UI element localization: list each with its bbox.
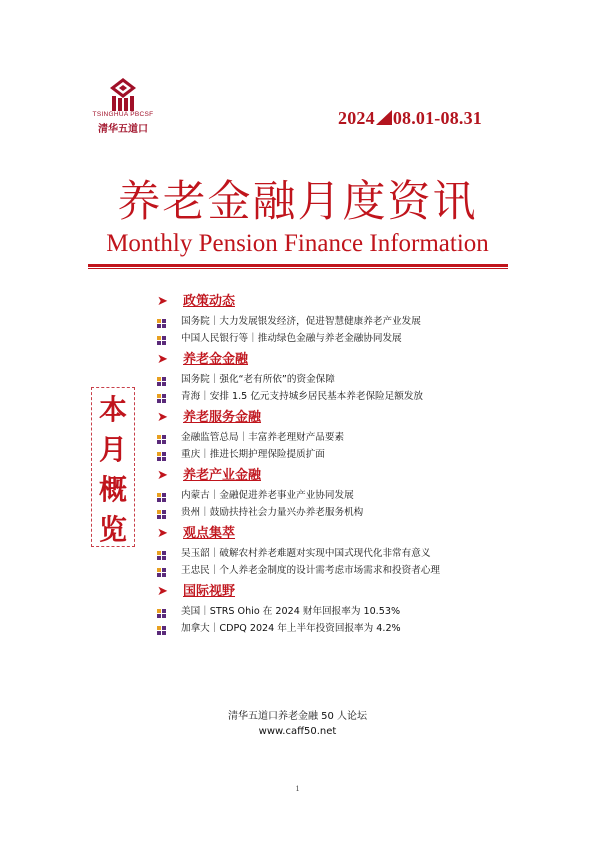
list-item-text: 吴玉韶｜破解农村养老难题对实现中国式现代化非常有意义 [181, 548, 431, 559]
list-item-text: 重庆｜推进长期护理保险提质扩面 [181, 449, 325, 460]
arrow-right-icon: ➤ [157, 468, 168, 483]
list-item [157, 446, 557, 463]
list-item [157, 487, 557, 504]
logo-english-text: TSINGHUA PBCSF [92, 111, 154, 118]
sidebar-char: 月 [98, 433, 127, 466]
list-item [157, 429, 557, 446]
list-item-text: 国务院｜大力发展银发经济，促进智慧健康养老产业发展 [181, 316, 421, 327]
list-item [157, 388, 557, 405]
report-period [338, 108, 482, 129]
list-item-text: 青海｜安排 1.5 亿元支持城乡居民基本养老保险足额发放 [181, 391, 424, 402]
list-item-text: 加拿大｜CDPQ 2024 年上半年投资回报率为 4.2% [181, 623, 401, 634]
logo-chinese-text: 清华五道口 [98, 124, 148, 135]
sidebar-char: 概 [98, 473, 127, 506]
period-year: 2024 [338, 108, 375, 128]
list-item [157, 603, 557, 620]
section-heading-label: 观点集萃 [183, 526, 236, 541]
list-item-text: 内蒙古｜金融促进养老事业产业协同发展 [181, 490, 354, 501]
section-heading-label: 养老金金融 [183, 352, 249, 367]
triangle-icon [376, 110, 392, 125]
list-item [157, 545, 557, 562]
period-range: 08.01-08.31 [392, 108, 483, 128]
section-heading[interactable] [157, 523, 557, 545]
arrow-right-icon: ➤ [157, 584, 168, 599]
bullet-icon [157, 566, 166, 575]
page-title-chinese: 养老金融月度资讯 [117, 177, 478, 227]
list-item-text: 贵州｜鼓励扶持社会力量兴办养老服务机构 [181, 507, 364, 518]
arrow-right-icon: ➤ [157, 294, 168, 309]
bullet-icon [157, 433, 166, 442]
page-number: 1 [295, 784, 300, 793]
bullet-icon [157, 334, 166, 343]
section-heading[interactable] [157, 407, 557, 429]
bullet-icon [157, 450, 166, 459]
list-item [157, 313, 557, 330]
list-item-text: 美国｜STRS Ohio 在 2024 财年回报率为 10.53% [181, 606, 401, 617]
bullet-icon [157, 508, 166, 517]
arrow-right-icon: ➤ [157, 526, 168, 541]
section-heading-label: 国际视野 [183, 584, 236, 599]
list-item [157, 330, 557, 347]
sidebar-char: 览 [98, 513, 127, 546]
bullet-icon [157, 491, 166, 500]
list-item-text: 国务院｜强化“老有所依”的资金保障 [181, 374, 335, 385]
page-title-english: Monthly Pension Finance Information [106, 230, 489, 257]
logo-emblem-icon [110, 78, 136, 112]
bullet-icon [157, 317, 166, 326]
sidebar-char: 本 [98, 393, 127, 426]
bullet-icon [157, 392, 166, 401]
section-heading[interactable] [157, 349, 557, 371]
list-item-text: 金融监管总局｜丰富养老理财产品要素 [181, 432, 345, 443]
section-heading[interactable] [157, 291, 557, 313]
overview-sections [157, 291, 557, 639]
section-heading-label: 养老产业金融 [183, 468, 262, 483]
list-item-text: 中国人民银行等｜推动绿色金融与养老金融协同发展 [181, 333, 402, 344]
footer-organization: 清华五道口养老金融 50 人论坛 [227, 711, 368, 722]
list-item [157, 620, 557, 637]
logo [86, 78, 160, 134]
bullet-icon [157, 624, 166, 633]
list-item [157, 562, 557, 579]
title-divider [88, 264, 508, 267]
section-heading[interactable] [157, 581, 557, 603]
list-item-text: 王忠民｜个人养老金制度的设计需考虑市场需求和投资者心理 [181, 565, 441, 576]
bullet-icon [157, 607, 166, 616]
footer-url[interactable]: www.caff50.net [258, 726, 337, 737]
list-item [157, 504, 557, 521]
list-item [157, 371, 557, 388]
arrow-right-icon: ➤ [157, 410, 168, 425]
bullet-icon [157, 375, 166, 384]
bullet-icon [157, 549, 166, 558]
section-heading-label: 政策动态 [183, 294, 236, 309]
monthly-overview-label [91, 387, 135, 547]
section-heading-label: 养老服务金融 [183, 410, 262, 425]
title-divider-thin [88, 268, 508, 269]
section-heading[interactable] [157, 465, 557, 487]
arrow-right-icon: ➤ [157, 352, 168, 367]
